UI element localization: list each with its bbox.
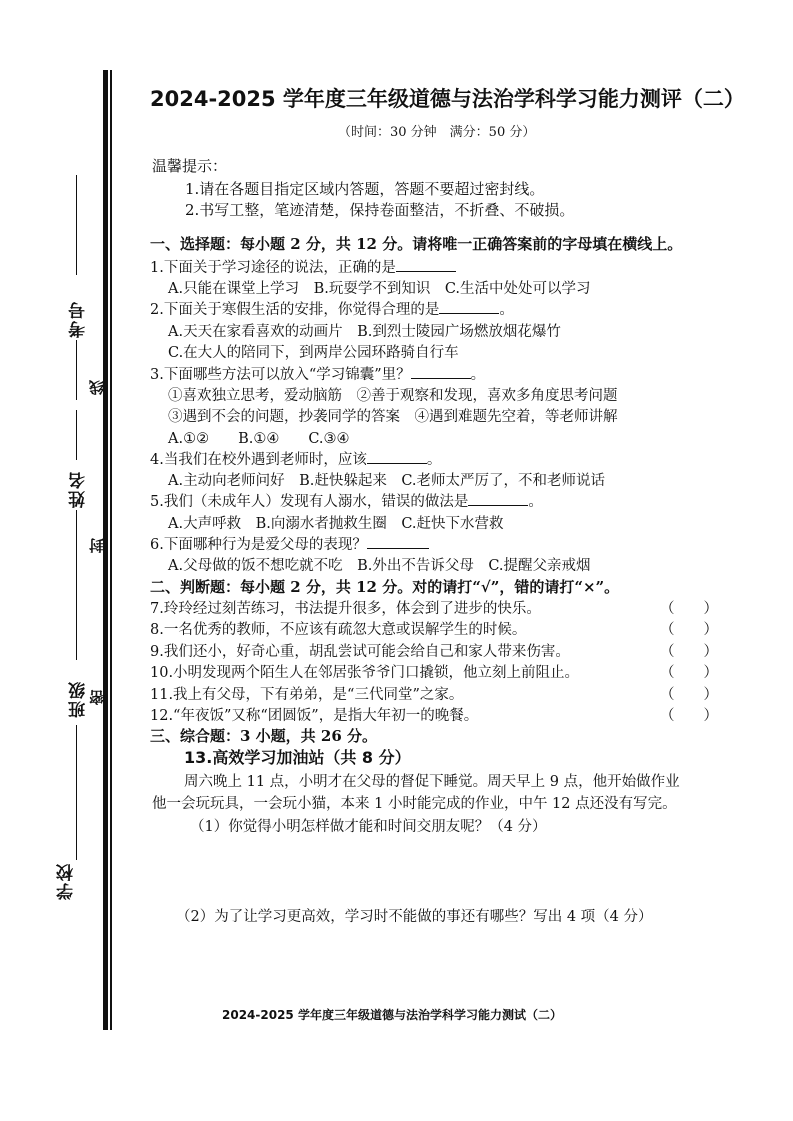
judge-item: 12.“年夜饭”又称“团圆饭”，是指大年初一的晚餐。: [150, 708, 479, 724]
name-label: 姓名: [69, 470, 89, 508]
judge-answer-box[interactable]: （ ）: [660, 665, 718, 681]
q13-passage-line1: 周六晚上 11 点，小明才在父母的督促下睡觉。周天早上 9 点，他开始做作业: [184, 774, 680, 790]
q2-options-2: C.在大人的陪同下，到两岸公园环路骑自行车: [168, 345, 459, 361]
seal-mi-char: 密: [88, 690, 106, 705]
q1-options: A.只能在课堂上学习 B.玩耍学不到知识 C.生活中处处可以学习: [168, 281, 591, 297]
seal-feng-char: 封: [88, 538, 106, 553]
q13-passage-line2: 他一会玩玩具，一会玩小猫，本来 1 小时能完成的作业，中午 12 点还没有写完。: [152, 796, 677, 812]
question-6: 6.下面哪种行为是爱父母的表现？: [150, 533, 429, 554]
class-label: 班级: [69, 680, 89, 718]
page-footer: 2024-2025 学年度三年级道德与法治学科学习能力测试（二）: [222, 1008, 562, 1022]
q3-options-3: A.①② B.①④ C.③④: [168, 431, 350, 447]
exam-no-line-2: [76, 340, 77, 400]
answer-blank[interactable]: [411, 366, 471, 379]
question-4: 4.当我们在校外遇到老师时，应该 。: [150, 452, 442, 468]
q6-options: A.父母做的饭不想吃就不吃 B.外出不告诉父母 C.提醒父亲戒烟: [168, 558, 591, 574]
binding-bar-thin: [110, 70, 112, 1030]
name-line: [76, 410, 77, 460]
q13-sub2: （2）为了让学习更高效，学习时不能做的事还有哪些？写出 4 项（4 分）: [176, 909, 653, 925]
judge-answer-box[interactable]: （ ）: [660, 708, 718, 724]
q2-options: A.天天在家看喜欢的动画片 B.到烈士陵园广场燃放烟花爆竹: [168, 324, 561, 340]
judge-item: 7.玲玲经过刻苦练习，书法提升很多，体会到了进步的快乐。: [150, 601, 541, 617]
exam-subtitle: （时间：30 分钟 满分：50 分）: [338, 125, 536, 140]
q3-options-2: ③遇到不会的问题，抄袭同学的答案 ④遇到难题先空着，等老师讲解: [168, 409, 618, 425]
answer-blank[interactable]: [367, 536, 429, 549]
question-2: 2.下面关于寒假生活的安排，你觉得合理的是 。: [150, 302, 514, 318]
judge-answer-box[interactable]: （ ）: [660, 687, 718, 703]
question-1: 1.下面关于学习途径的说法，正确的是: [150, 256, 456, 277]
tip-item: 1.请在各题目指定区域内答题，答题不要超过密封线。: [185, 180, 545, 198]
section2-heading: 二、判断题：每小题 2 分，共 12 分。对的请打“√”，错的请打“×”。: [150, 578, 620, 596]
judge-answer-box[interactable]: （ ）: [660, 601, 718, 617]
judge-item: 11.我上有父母，下有弟弟，是“三代同堂”之家。: [150, 687, 464, 703]
section3-heading: 三、综合题：3 小题，共 26 分。: [150, 727, 377, 745]
exam-title: 2024-2025 学年度三年级道德与法治学科学习能力测评（二）: [150, 87, 745, 111]
q13-title: 13.高效学习加油站（共 8 分）: [184, 748, 411, 767]
class-line: [76, 725, 77, 860]
tips-heading: 温馨提示：: [152, 157, 228, 175]
question-5: 5.我们（未成年人）发现有人溺水，错误的做法是 。: [150, 494, 543, 510]
question-3: 3.下面哪些方法可以放入“学习锦囊”里？ 。: [150, 367, 486, 383]
q13-sub1: （1）你觉得小明怎样做才能和时间交朋友呢？（4 分）: [190, 819, 547, 835]
judge-item: 9.我们还小，好奇心重，胡乱尝试可能会给自己和家人带来伤害。: [150, 644, 570, 660]
name-line-2: [76, 510, 77, 660]
answer-blank[interactable]: [396, 259, 456, 272]
seal-line-char: 线: [88, 380, 106, 395]
exam-no-label: 考号: [69, 300, 89, 338]
q4-options: A.主动向老师问好 B.赶快躲起来 C.老师太严厉了，不和老师说话: [168, 473, 606, 489]
judge-answer-box[interactable]: （ ）: [660, 622, 718, 638]
answer-blank[interactable]: [367, 451, 427, 464]
answer-blank[interactable]: [439, 301, 499, 314]
judge-item: 8.一名优秀的教师，不应该有疏忽大意或误解学生的时候。: [150, 622, 527, 638]
judge-answer-box[interactable]: （ ）: [660, 644, 718, 660]
exam-no-line: [76, 175, 77, 275]
tip-item: 2.书写工整，笔迹清楚，保持卷面整洁，不折叠、不破损。: [185, 201, 575, 219]
q5-options: A.大声呼救 B.向溺水者抛救生圈 C.赶快下水营救: [168, 516, 504, 532]
section1-heading: 一、选择题：每小题 2 分，共 12 分。请将唯一正确答案前的字母填在横线上。: [150, 235, 683, 253]
school-label: 学校: [57, 862, 77, 900]
answer-blank[interactable]: [468, 493, 528, 506]
judge-item: 10.小明发现两个陌生人在邻居张爷爷门口撬锁，他立刻上前阻止。: [150, 665, 580, 681]
q3-options: ①喜欢独立思考，爱动脑筋 ②善于观察和发现，喜欢多角度思考问题: [168, 388, 618, 404]
